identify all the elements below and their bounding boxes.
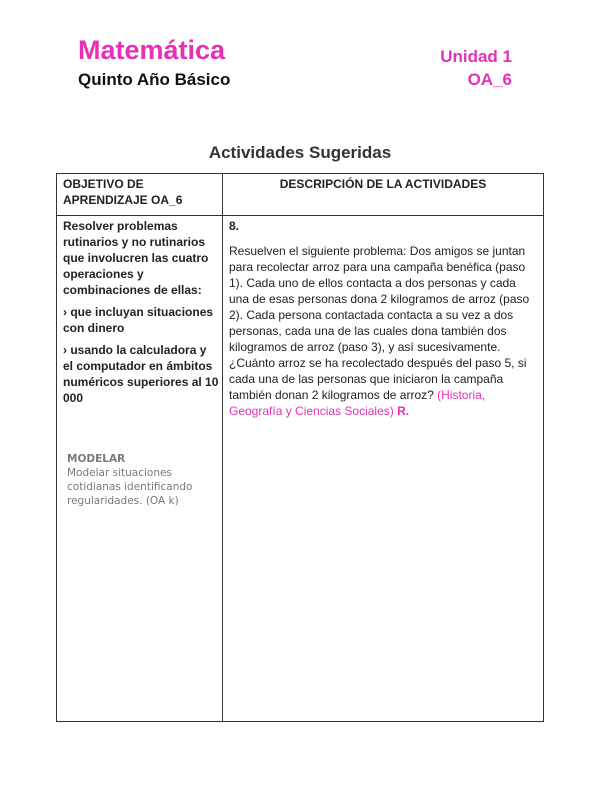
objective-cell [63,218,219,412]
header-row-divider [57,215,543,216]
subject-reference: (Historia, Geografía y Ciencias Sociales) [229,388,486,418]
activity-text-paragraph [229,243,534,419]
skill-heading: MODELAR [67,453,126,465]
description-column-header: DESCRIPCIÓN DE LA ACTIVIDADES [279,177,487,191]
skill-block [67,452,217,508]
objective-bullet-money: › que incluyan situaciones con dinero [63,305,214,335]
unit-label: Unidad 1 [440,47,512,66]
activity-table [56,173,544,722]
oa-code: OA_6 [467,70,512,89]
answer-mark: R. [397,404,410,418]
description-cell [229,218,534,419]
activity-number: 8. [229,219,240,233]
skill-description: Modelar situaciones cotidianas identificando regularidades. (OA k) [67,467,193,507]
objective-bullet-calculator: › usando la calculadora y el computador en ámbitos numéricos superiores al 10 000 [63,343,219,405]
objective-main-text: Resolver problemas rutinarios y no rutinarios que involucren las cuatro operaciones y combinaciones de ellas: [63,219,209,297]
column-divider [222,174,223,721]
objective-column-header: OBJETIVO DE APRENDIZAJE OA_6 [63,177,183,207]
subject-title: Matemática [78,35,226,65]
grade-level: Quinto Año Básico [78,70,231,89]
section-title: Actividades Sugeridas [208,143,392,162]
activity-problem-text: Resuelven el siguiente problema: Dos amigos se juntan para recolectar arroz para una campaña benéfica (paso 1). Cada uno de ellos contacta a dos personas y cada una de esas personas dona 2 kilogramos de arroz (paso 2). Cada persona contactada contacta a su vez a dos personas, cada una de las cuales dona también dos kilogramos de arroz (paso 3), y así sucesivamente. ¿Cuánto arroz se ha recolectado después del paso 5, si cada una de las personas que iniciaron la campaña también donan 2 kilogramos de arroz? [229,244,530,402]
